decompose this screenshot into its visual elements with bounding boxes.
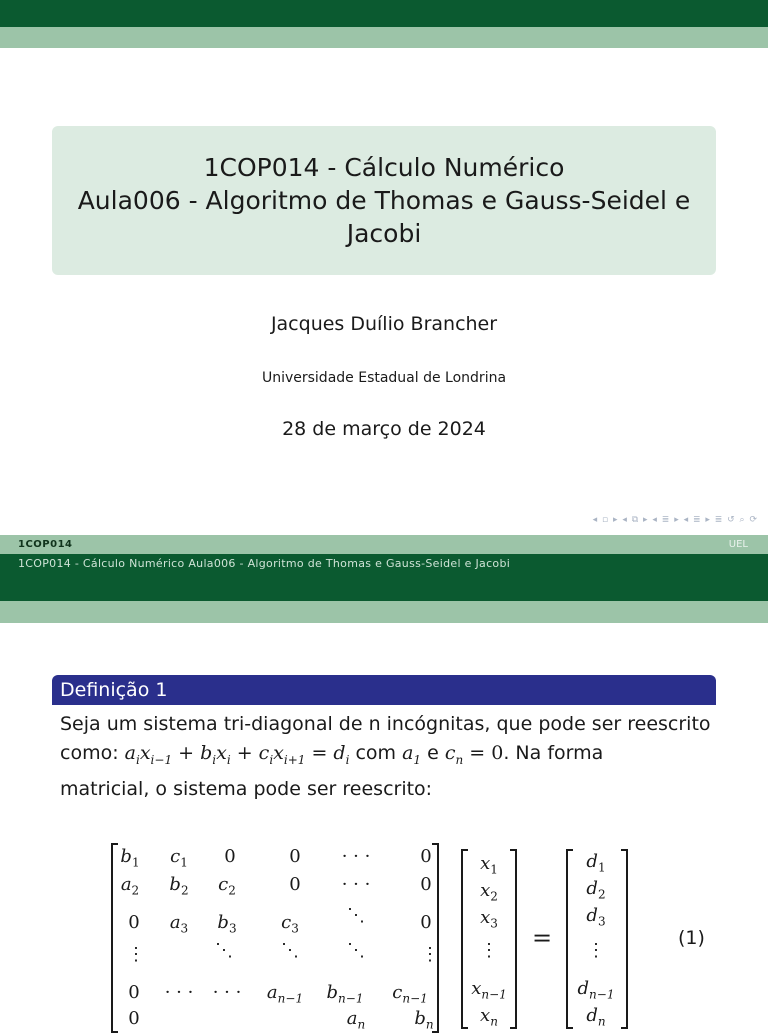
title-line-2: Aula006 - Algoritmo de Thomas e Gauss-Seidel e	[77, 186, 691, 215]
definition-line-1: Seja um sistema tri-diagonal de n incógnitas, que pode ser reescrito	[60, 713, 711, 735]
equation-number: (1)	[678, 927, 705, 949]
vector-d-right-bracket	[621, 849, 628, 1029]
definition-line-2: como: $a_ix_{i-1} + b_ix_i + c_ix_{i+1} = d_i$ com $a_1$ e $c_n = 0$. Na forma	[60, 742, 604, 767]
tridiagonal-equation: $a_ix_{i-1} + b_ix_i + c_ix_{i+1} = d_i$	[124, 742, 350, 767]
definition-block-body	[52, 705, 716, 804]
title-line-1: 1COP014 - Cálculo Numérico	[203, 153, 565, 182]
definition-line-3: matricial, o sistema pode ser reescrito:	[60, 777, 433, 800]
slide2-header-bar-dark	[0, 575, 768, 601]
footer-course-code: 1COP014	[18, 539, 73, 550]
vector-x-right-bracket	[510, 849, 517, 1029]
slide1-header-bar-light	[0, 27, 768, 48]
footer-institution: UEL	[728, 539, 748, 550]
footer-bar-dark	[0, 554, 768, 575]
definition-block-title: Definição 1	[52, 675, 716, 705]
date: 28 de março de 2024	[282, 418, 486, 440]
author: Jacques Duílio Brancher	[270, 313, 498, 335]
beamer-navigation-icons[interactable]: ◂ ▫ ▸ ◂ ⧉ ▸ ◂ ≣ ▸ ◂ ≣ ▸ ≣ ↺ ⌕ ⟳	[592, 515, 758, 525]
title-box	[52, 126, 716, 275]
title-line-3: Jacobi	[346, 219, 422, 248]
footer-title: 1COP014 - Cálculo Numérico Aula006 - Algoritmo de Thomas e Gauss-Seidel e Jacobi	[18, 557, 511, 570]
institution: Universidade Estadual de Londrina	[261, 370, 507, 386]
equals-sign: =	[532, 924, 553, 952]
matrix-a-right-bracket	[432, 843, 439, 1033]
presentation-title	[78, 151, 691, 250]
matrix-a-left-bracket	[111, 843, 118, 1033]
slide1-header-bar-dark	[0, 0, 768, 27]
slide2-header-bar-light	[0, 601, 768, 623]
vector-d-left-bracket	[566, 849, 573, 1029]
footer-bar-light	[0, 535, 768, 554]
vector-x-left-bracket	[461, 849, 468, 1029]
